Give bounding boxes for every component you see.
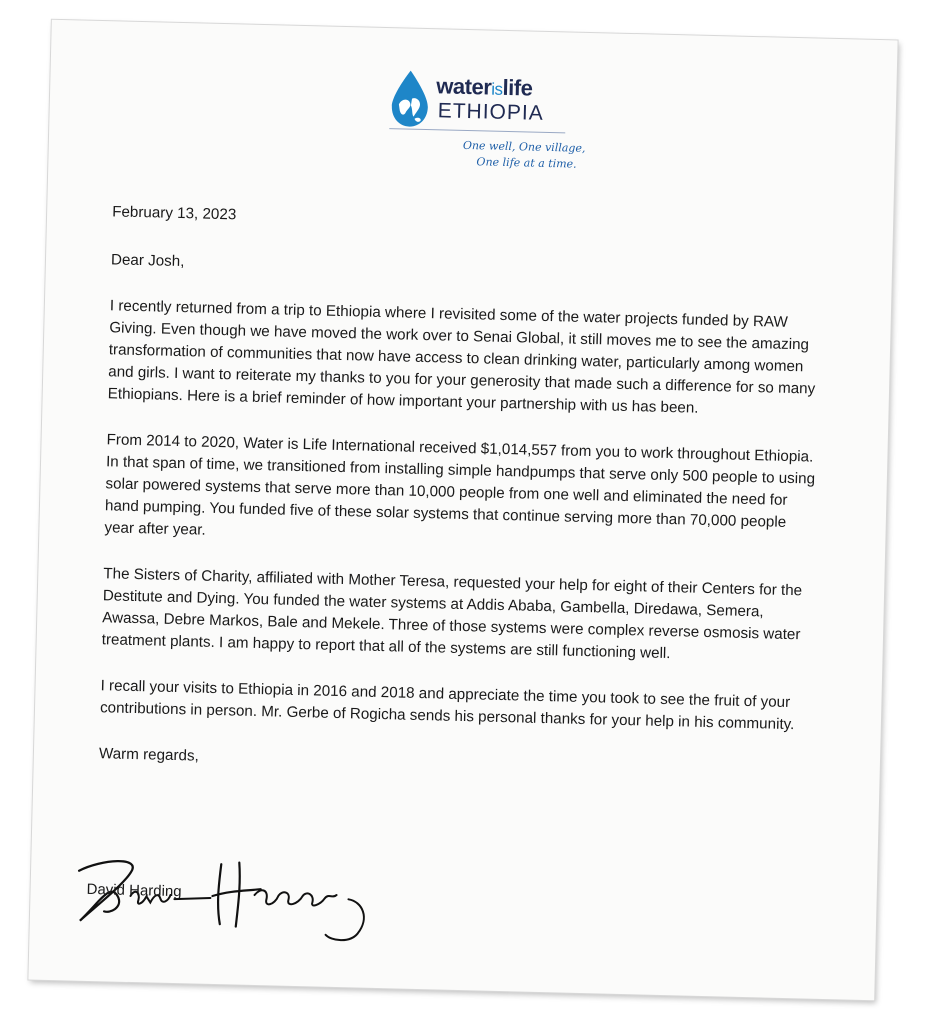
brand-word-water: water (436, 73, 492, 100)
letter-paragraph: I recall your visits to Ethiopia in 2016 and 2018 and appreciate the time you took to see the fruit of your contributions in person. Mr. Gerbe of Rogicha sends his personal thanks for your help in his community. (99, 677, 795, 734)
letter-paragraph: From 2014 to 2020, Water is Life International received $1,014,557 from you to work throughout Ethiopia. In that span of time, we transitioned from installing simple handpumps that serve only 500 people to using solar powered systems that serve more than 10,000 people from one well and eliminated the need for hand pumping. You funded five of these solar systems that continue serving more than 70,000 people year after year. (104, 431, 816, 539)
water-drop-globe-icon (389, 68, 430, 129)
brand-country: ETHIOPIA (437, 99, 545, 125)
brand-name (436, 73, 533, 101)
signer-name: David Harding (86, 880, 182, 901)
brand-divider (389, 128, 565, 133)
letterhead-logo (388, 68, 591, 193)
letter-salutation: Dear Josh, (110, 251, 185, 271)
brand-word-life: life (502, 74, 533, 101)
brand-word-is: is (491, 79, 503, 99)
tagline-line-1: One well, One village, (462, 138, 586, 155)
tagline-line-2: One life at a time. (476, 155, 577, 171)
letter-body (98, 201, 827, 806)
letter-sheet (28, 20, 897, 1000)
letter-date: February 13, 2023 (111, 203, 237, 224)
tagline (462, 138, 585, 173)
letter-closing: Warm regards, (98, 745, 199, 765)
letter-paragraph: I recently returned from a trip to Ethiopia where I revisited some of the water projects funded by RAW Giving. Even though we have moved the work over to Senai Global, it still moves me to see the amazing transformation of communities that now have access to clean drinking water, particularly among women and girls. I want to reiterate my thanks to you for your generosity that made such a difference for so many Ethiopians. Here is a brief reminder of how important your partnership with us has been. (107, 297, 816, 417)
letter-paragraph: The Sisters of Charity, affiliated with Mother Teresa, requested your help for eight of their Centers for the Destitute and Dying. You funded the water systems at Addis Ababa, Gambella, Diredawa, Semera, Awassa, Debre Markos, Bale and Mekele. Three of those systems were complex reverse osmosis water treatment plants. I am happy to report that all of the systems are still functioning well. (101, 565, 803, 663)
